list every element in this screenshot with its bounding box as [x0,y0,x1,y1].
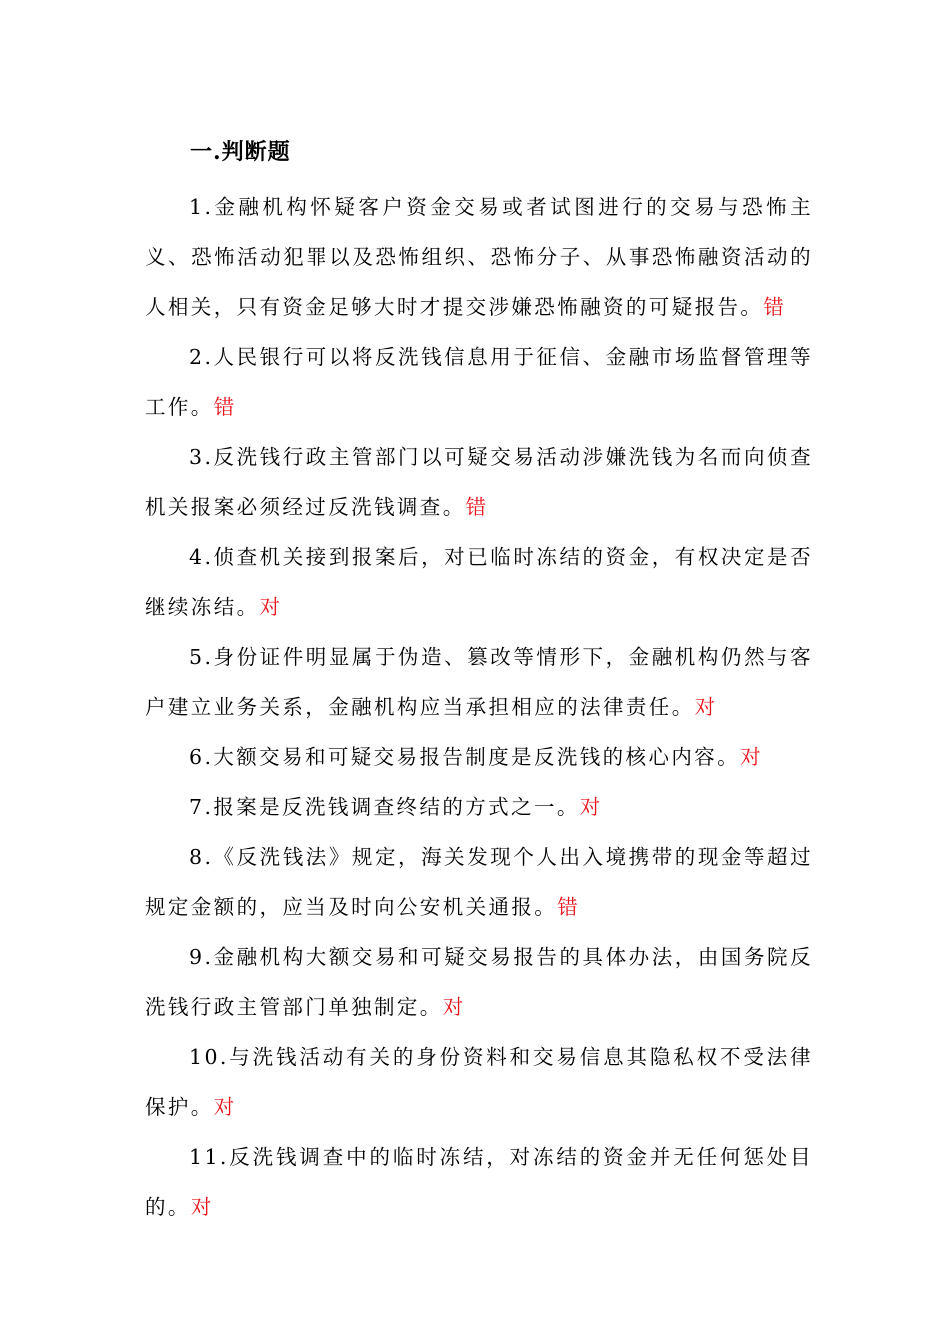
question-text: 8.《反洗钱法》规定，海关发现个人出入境携带的现金等超过规定金额的，应当及时向公安机关通报。 [145,845,813,919]
answer-mark: 对 [442,995,466,1019]
answer-mark: 错 [213,395,237,419]
answer-mark: 错 [465,495,489,519]
question-text: 1.金融机构怀疑客户资金交易或者试图进行的交易与恐怖主义、恐怖活动犯罪以及恐怖组织、恐怖分子、从事恐怖融资活动的人相关，只有资金足够大时才提交涉嫌恐怖融资的可疑报告。 [145,195,813,319]
question-text: 6.大额交易和可疑交易报告制度是反洗钱的核心内容。 [189,745,741,769]
section-title: 一.判断题 [190,139,291,165]
question-text: 9.金融机构大额交易和可疑交易报告的具体办法，由国务院反洗钱行政主管部门单独制定。 [145,945,813,1019]
question-item [145,182,813,332]
question-item [145,332,813,432]
question-text: 2.人民银行可以将反洗钱信息用于征信、金融市场监督管理等工作。 [145,345,813,419]
answer-mark: 对 [579,795,603,819]
question-item [145,632,813,732]
question-item [145,832,813,932]
question-text: 10.与洗钱活动有关的身份资料和交易信息其隐私权不受法律保护。 [145,1045,813,1119]
answer-mark: 对 [694,695,718,719]
question-item [145,732,813,782]
answer-mark: 错 [763,295,787,319]
question-text: 4.侦查机关接到报案后，对已临时冻结的资金，有权决定是否继续冻结。 [145,545,813,619]
question-item [145,782,813,832]
answer-mark: 对 [190,1195,214,1219]
question-item [145,532,813,632]
question-item [145,432,813,532]
answer-mark: 对 [740,745,763,769]
answer-mark: 对 [213,1095,237,1119]
question-text: 5.身份证件明显属于伪造、篡改等情形下，金融机构仍然与客户建立业务关系，金融机构应当承担相应的法律责任。 [145,645,813,719]
question-item [145,932,813,1032]
answer-mark: 对 [259,595,283,619]
question-item [145,1132,813,1232]
question-item [145,1032,813,1132]
question-list [145,182,813,1232]
question-text: 3.反洗钱行政主管部门以可疑交易活动涉嫌洗钱为名而向侦查机关报案必须经过反洗钱调查。 [145,445,813,519]
question-text: 7.报案是反洗钱调查终结的方式之一。 [189,795,580,819]
question-text: 11.反洗钱调查中的临时冻结，对冻结的资金并无任何惩处目的。 [145,1145,813,1219]
answer-mark: 错 [557,895,581,919]
